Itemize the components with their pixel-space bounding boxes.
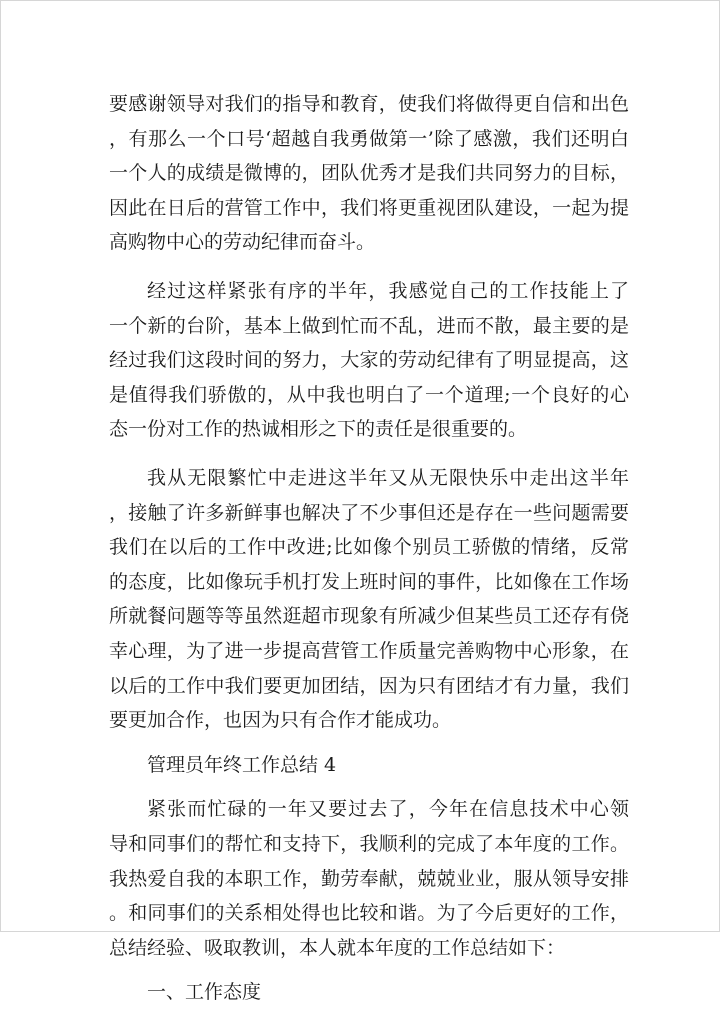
paragraph-3-line-7: 以后的工作中我们要更加团结，因为只有团结才有力量，我们	[109, 675, 629, 697]
paragraph-3-line-2: ，接触了许多新鲜事也解决了不少事但还是存在一些问题需要	[109, 502, 629, 524]
paragraph-1-line-1: 要感谢领导对我们的指导和教育，使我们将做得更自信和出色	[109, 93, 629, 115]
paragraph-4-line-4: 。和同事们的关系相处得也比较和谐。为了今后更好的工作，	[109, 902, 629, 924]
paragraph-4-line-1: 紧张而忙碌的一年又要过去了，今年在信息技术中心领	[147, 798, 629, 820]
paragraph-4-line-3: 我热爱自我的本职工作，勤劳奉献，兢兢业业，服从领导安排	[109, 868, 629, 890]
paragraph-1-line-5: 高购物中心的劳动纪律而奋斗。	[109, 231, 376, 253]
paragraph-2-line-3: 经过我们这段时间的努力，大家的劳动纪律有了明显提高，这	[109, 349, 629, 371]
paragraph-1-line-2: ，有那么一个口号‘超越自我勇做第一’除了感激，我们还明白	[109, 128, 629, 150]
paragraph-2-line-2: 一个新的台阶，基本上做到忙而不乱，进而不散，最主要的是	[109, 315, 629, 337]
paragraph-3-line-3: 我们在以后的工作中改进;比如像个别员工骄傲的情绪，反常	[109, 536, 629, 558]
paragraph-3-line-4: 的态度，比如像玩手机打发上班时间的事件，比如像在工作场	[109, 571, 629, 593]
paragraph-2-line-4: 是值得我们骄傲的，从中我也明白了一个道理;一个良好的心	[109, 384, 629, 406]
paragraph-4-line-5: 总结经验、吸取教训，本人就本年度的工作总结如下：	[109, 937, 566, 959]
paragraph-4-line-2: 导和同事们的帮忙和支持下，我顺利的完成了本年度的工作。	[109, 833, 629, 855]
paragraph-3-line-8: 要更加合作，也因为只有合作才能成功。	[109, 709, 452, 731]
paragraph-2-line-5: 态一份对工作的热诚相形之下的责任是很重要的。	[109, 418, 528, 440]
paragraph-2-line-1: 经过这样紧张有序的半年，我感觉自己的工作技能上了	[147, 280, 629, 302]
paragraph-3-line-5: 所就餐问题等等虽然逛超市现象有所减少但某些员工还存有侥	[109, 605, 629, 627]
subsection-title: 一、工作态度	[147, 981, 262, 1003]
section-title: 管理员年终工作总结 4	[147, 754, 337, 776]
paragraph-3-line-6: 幸心理，为了进一步提高营管工作质量完善购物中心形象，在	[109, 640, 629, 662]
paragraph-1-line-3: 一个人的成绩是微博的，团队优秀才是我们共同努力的目标，	[109, 162, 629, 184]
paragraph-3-line-1: 我从无限繁忙中走进这半年又从无限快乐中走出这半年	[147, 467, 629, 489]
paragraph-1-line-4: 因此在日后的营管工作中，我们将更重视团队建设，一起为提	[109, 197, 629, 219]
